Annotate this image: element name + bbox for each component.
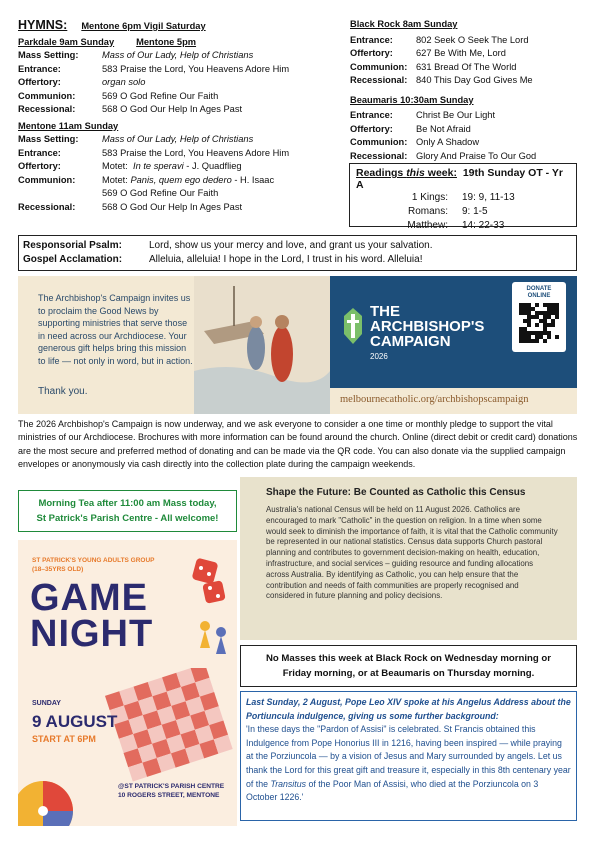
hymn-block-1: [18, 49, 338, 117]
hymn-label: Communion:: [350, 137, 408, 147]
hymn-value: organ solo: [102, 77, 146, 87]
pope-quote: [246, 723, 571, 805]
hymn-label: Entrance:: [350, 110, 393, 120]
hymn-label: Mass Setting:: [18, 134, 79, 144]
hymn-row: [350, 61, 580, 75]
campaign-url[interactable]: melbournecatholic.org/archbishopscampaign: [340, 394, 529, 405]
hymn-row: [18, 103, 338, 117]
campaign-body: The 2026 Archbishop's Campaign is now underway, and we ask everyone to consider a one time or monthly pledge to support the vital ministries of our Archdiocese. Brochures with more information can be found around the church. Online (direct debit or credit card) donations are the most secure and preferred method of donating and can be made via the QR code. You can also donate via the supplied campaign envelopes or anonymously via cash directly into the collection plate during the campaign weekends.: [18, 419, 578, 470]
motet-composer: - H. Isaac: [234, 174, 275, 185]
parkdale-heading: Parkdale 9am Sunday: [18, 36, 115, 47]
hymn-value: Only A Shadow: [416, 137, 480, 147]
qr-card: [512, 282, 566, 352]
hymn-value: Mass of Our Lady, Help of Christians: [102, 134, 254, 144]
hymn-row: [350, 109, 580, 123]
hymn-label: Entrance:: [18, 63, 61, 74]
group-line: ST PATRICK'S YOUNG ADULTS GROUP: [32, 557, 155, 564]
hymn-row: [350, 47, 580, 61]
reading-ref: 9: 1-5: [462, 206, 488, 217]
hymn-label: Entrance:: [350, 34, 393, 45]
hymn-row: [350, 136, 580, 150]
reading-row: [356, 191, 570, 205]
vigil-heading: Mentone 6pm Vigil Saturday: [81, 21, 206, 31]
hymn-value: 569 O God Refine Our Faith: [102, 90, 219, 101]
hymn-value: 802 Seek O Seek The Lord: [416, 34, 529, 45]
hymn-value: 631 Bread Of The World: [416, 61, 517, 72]
beaumaris-heading: Beaumaris 10:30am Sunday: [350, 94, 474, 105]
morning-tea-box: [18, 490, 237, 532]
hymn-label: Offertory:: [18, 77, 61, 87]
campaign-title-panel: [330, 276, 577, 388]
campaign-title-line: CAMPAIGN: [370, 333, 451, 350]
right-hymns: [350, 18, 580, 163]
hymn-row: [18, 49, 338, 63]
hymn-value: Christ Be Our Light: [416, 110, 496, 120]
game-night-title: [30, 577, 154, 655]
archdiocese-crest-icon: [342, 306, 364, 346]
hymn-value: Be Not Afraid: [416, 123, 471, 134]
campaign-title: [370, 304, 484, 349]
spinner-icon: [18, 776, 78, 826]
hymn-label: Communion:: [18, 174, 76, 185]
readings-label-week: week:: [424, 167, 457, 179]
hymn-row: [350, 123, 580, 137]
reading-row: [356, 219, 570, 233]
census-panel: [240, 477, 577, 640]
donate-label: DONATE ONLINE: [526, 286, 552, 299]
hymn-value: [102, 174, 274, 188]
no-mass-text: No Masses this week at Black Rock on Wednesday morning or Friday morning, or at Beaumaris on Thursday morning.: [265, 653, 552, 679]
group-name: [32, 556, 155, 574]
campaign-title-line: ARCHBISHOP'S: [370, 318, 485, 335]
campaign-left-text: The Archbishop's Campaign invites us to proclaim the Good News by supporting ministries that serve those in need across our Archdiocese. Your generous gift helps bring this mission to life — not only in word, but in action.: [38, 293, 193, 366]
hymn-value: 627 Be With Me, Lord: [416, 48, 506, 58]
game-night-poster: [18, 540, 237, 826]
ages-line: (18–35YRS OLD): [32, 566, 84, 573]
hymn-label: Offertory:: [18, 161, 61, 171]
readings-box: [349, 163, 577, 231]
hymn-label: Offertory:: [350, 123, 393, 134]
motet-prefix: Motet:: [102, 174, 128, 185]
reading-ref: 19: 9, 11-13: [462, 192, 515, 203]
pope-intro: Last Sunday, 2 August, Pope Leo XIV spoke at his Angelus Address about the Portiuncula indulgence, giving us some further background:: [246, 697, 571, 721]
event-start: START AT 6PM: [32, 734, 96, 744]
mentone11-heading: Mentone 11am Sunday: [18, 120, 119, 131]
hymn-label: Communion:: [18, 90, 76, 101]
hymn-label: Offertory:: [350, 48, 393, 58]
mentone5-heading: Mentone 5pm: [136, 36, 197, 47]
hymn-value: 840 This Day God Gives Me: [416, 75, 533, 85]
reading-row: [356, 205, 570, 219]
readings-list: [356, 191, 570, 233]
reading-ref: 14: 22-33: [462, 220, 505, 231]
board-game-icon: [98, 668, 237, 788]
morning-tea-line1: Morning Tea after 11:00 am Mass today,: [38, 498, 217, 509]
reading-book: 1 Kings:: [411, 192, 448, 203]
hymn-value: 569 O God Refine Our Faith: [102, 188, 219, 198]
dice-icon: [188, 558, 232, 608]
hymn-value: 568 O God Our Help In Ages Past: [102, 201, 243, 212]
motet-title: In te speravi: [133, 161, 184, 171]
hymn-value: 583 Praise the Lord, You Heavens Adore Him: [102, 147, 290, 158]
hymn-label: Recessional:: [18, 104, 76, 114]
hymn-label: Recessional:: [350, 150, 408, 161]
gospel-label: Gospel Acclamation:: [23, 253, 123, 265]
hymns-section: [18, 18, 338, 214]
jesus-painting-image: [194, 276, 330, 414]
hymn-value: Mass of Our Lady, Help of Christians: [102, 50, 254, 60]
quote-text-end: of the Poor Man of Assisi, who died at the Porziuncola on 3 October 1226.': [246, 778, 539, 803]
readings-sunday: 19th Sunday OT - Yr A: [356, 167, 563, 191]
campaign-banner: [18, 276, 577, 414]
census-body: Australia's national Census will be held on 11 August 2026. Catholics are encouraged to mark "Catholic" in the question on religion. In a time when some would seek to diminish the importance of faith, it is vital that the Catholic community be represented in our national statistics. Census data supports Church pastoral planning and contributes to government decision-making on health, education, infrastructure, and social services – guiding resource and funding allocations across Australia. By identifying as Catholic, you can help ensure that the contribution and needs of faith communities are properly recognised and considered in future planning and policy decisions.: [266, 505, 558, 601]
motet-prefix: Motet:: [102, 161, 128, 171]
psalm-text: Lord, show us your mercy and love, and grant us your salvation.: [149, 240, 433, 251]
no-mass-box: [240, 645, 577, 687]
hymn-row: [350, 150, 580, 164]
campaign-title-line: THE: [370, 303, 400, 320]
hymn-value: [102, 160, 242, 174]
hymn-label: Communion:: [350, 61, 408, 72]
event-date: 9 AUGUST: [32, 712, 118, 731]
quote-italic: Transitus: [270, 778, 306, 789]
game-pieces-icon: [193, 618, 233, 658]
blackrock-heading: Black Rock 8am Sunday: [350, 19, 458, 29]
event-venue: @ST PATRICK'S PARISH CENTRE 10 ROGERS STREET, MENTONE: [118, 783, 225, 799]
pope-box: [240, 691, 577, 821]
hymn-row: [18, 63, 338, 77]
motet-composer: - J. Quadflieg: [186, 161, 242, 171]
beaumaris-list: [350, 109, 580, 163]
hymn-label: Recessional:: [18, 201, 76, 212]
readings-label: Readings: [356, 167, 407, 179]
hymn-label: Entrance:: [18, 147, 61, 158]
quote-text: 'In these days the "Pardon of Assisi" is celebrated. St Francis obtained this Indulgence from Pope Honorius III in 1216, having been inspired — while praying at the Porziuncola — by a vision of Jesus and Mary surrounded by angels. Let us thank the Lord for this great gift and treasure it, especially in this 8th centenary year of the: [246, 724, 571, 789]
hymn-row: [350, 34, 580, 48]
morning-tea-line2: St Patrick's Parish Centre - All welcome!: [36, 513, 219, 524]
gospel-text: Alleluia, alleluia! I hope in the Lord, I trust in his word. Alleluia!: [149, 253, 423, 265]
census-title: Shape the Future: Be Counted as Catholic this Census: [266, 487, 526, 498]
hymn-value: Glory And Praise To Our God: [416, 150, 537, 161]
campaign-year: 2026: [370, 352, 388, 361]
campaign-thanks: Thank you.: [38, 386, 88, 397]
readings-heading: [356, 167, 570, 191]
hymns-heading: HYMNS:: [18, 18, 68, 32]
hymn-row: [350, 74, 580, 88]
blackrock-list: [350, 34, 580, 88]
hymn-label: Recessional:: [350, 75, 408, 85]
motet-title: Panis, quem ego dedero: [130, 174, 232, 185]
reading-book: Romans:: [407, 206, 448, 217]
hymn-row: [18, 76, 338, 90]
night-word: NIGHT: [30, 613, 154, 655]
readings-label-this: this: [406, 167, 425, 179]
game-word: GAME: [30, 577, 148, 619]
hymn-row: [18, 90, 338, 104]
event-day: SUNDAY: [32, 700, 61, 707]
qr-code-icon[interactable]: [519, 303, 559, 343]
reading-book: Matthew:: [407, 220, 448, 231]
psalm-label: Responsorial Psalm:: [23, 240, 122, 251]
psalm-box: [18, 235, 577, 271]
hymn-label: Mass Setting:: [18, 50, 79, 60]
hymn-value: 583 Praise the Lord, You Heavens Adore Him: [102, 63, 290, 74]
hymn-value: 568 O God Our Help In Ages Past: [102, 104, 243, 114]
